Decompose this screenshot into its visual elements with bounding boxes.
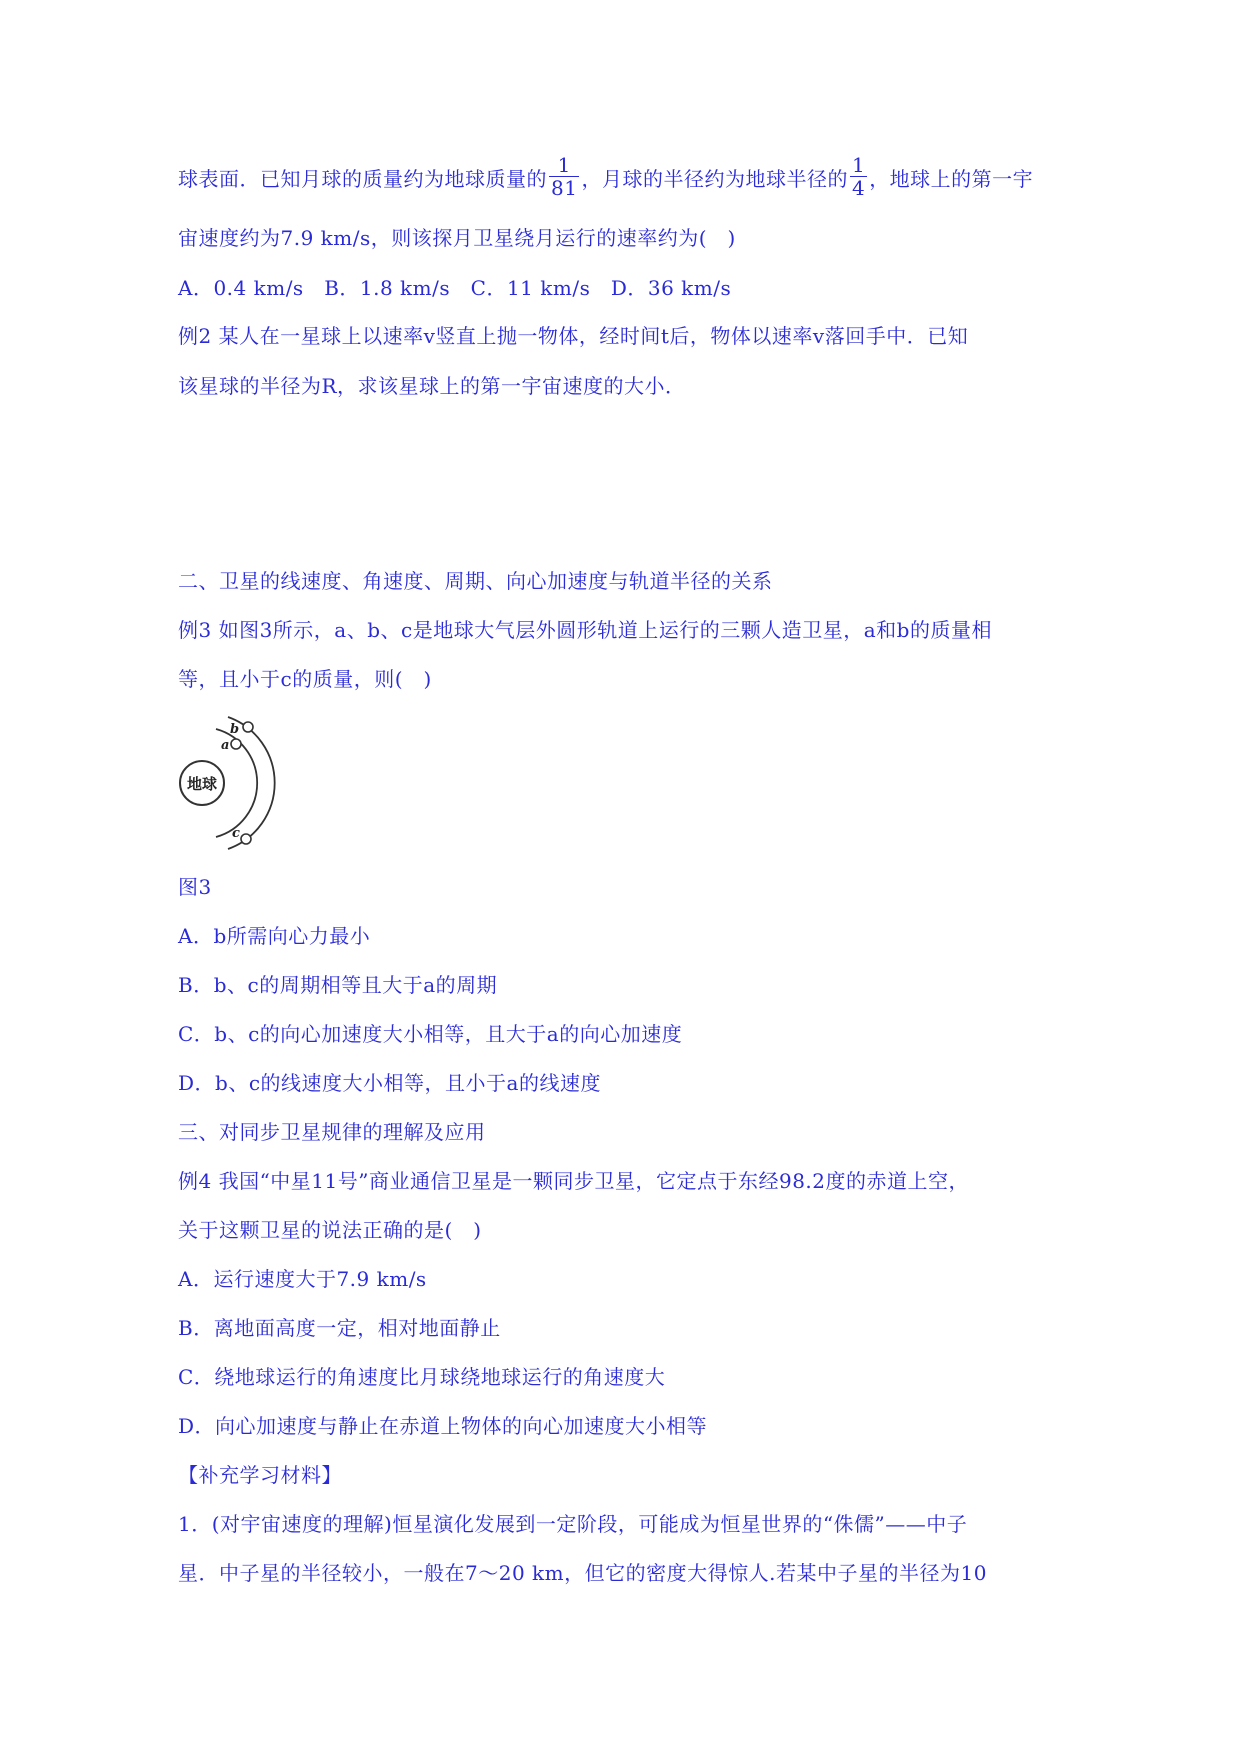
ex4-option-a: A．运行速度大于7.9 km/s — [178, 1267, 427, 1291]
ex3-option-a: A．b所需向心力最小 — [178, 924, 371, 948]
fraction-numerator: 1 — [851, 153, 866, 177]
label-c: c — [232, 826, 240, 841]
ex2-line-2: 该星球的半径为R，求该星球上的第一宇宙速度的大小． — [178, 374, 686, 398]
earth-label: 地球 — [186, 775, 218, 793]
ex4-option-c: C．绕地球运行的角速度比月球绕地球运行的角速度大 — [178, 1365, 666, 1389]
section-heading-3: 三、对同步卫星规律的理解及应用 — [178, 1120, 486, 1144]
ex3-option-b: B．b、c的周期相等且大于a的周期 — [178, 973, 498, 997]
fraction-one-quarter — [850, 154, 867, 199]
fraction-numerator: 1 — [549, 154, 579, 177]
q1-line-2: 宙速度约为7.9 km/s，则该探月卫星绕月运行的速率约为( ) — [178, 226, 736, 250]
orbit-diagram — [176, 713, 286, 853]
ex4-line-2: 关于这颗卫星的说法正确的是( ) — [178, 1218, 482, 1242]
supp1-line-2: 星．中子星的半径较小，一般在7～20 km，但它的密度大得惊人.若某中子星的半径为10 — [178, 1561, 987, 1585]
orbit-figure — [176, 713, 286, 853]
ex3-option-d: D．b、c的线速度大小相等，且小于a的线速度 — [178, 1071, 601, 1095]
satellite-a — [231, 739, 241, 749]
ex3-option-c: C．b、c的向心加速度大小相等，且大于a的向心加速度 — [178, 1022, 683, 1046]
figure-caption: 图3 — [178, 875, 212, 899]
fraction-denominator: 4 — [851, 176, 866, 200]
q1-line-1 — [178, 153, 1034, 203]
q1-text-part-3: ，地球上的第一宇 — [869, 167, 1034, 191]
supplement-title: 【补充学习材料】 — [178, 1463, 342, 1487]
ex3-line-1: 例3 如图3所示，a、b、c是地球大气层外圆形轨道上运行的三颗人造卫星，a和b的质量相 — [178, 618, 992, 642]
supp1-line-1: 1．(对宇宙速度的理解)恒星演化发展到一定阶段，可能成为恒星世界的“侏儒”——中子 — [178, 1512, 968, 1536]
ex2-line-1: 例2 某人在一星球上以速率v竖直上抛一物体，经时间t后，物体以速率v落回手中．已知 — [178, 324, 969, 348]
ex4-option-b: B．离地面高度一定，相对地面静止 — [178, 1316, 501, 1340]
ex3-line-2: 等，且小于c的质量，则( ) — [178, 667, 432, 691]
satellite-c — [241, 834, 251, 844]
label-b: b — [230, 722, 240, 737]
fraction-denominator: 81 — [551, 176, 578, 200]
ex4-option-d: D．向心加速度与静止在赤道上物体的向心加速度大小相等 — [178, 1414, 708, 1438]
q1-options: A．0.4 km/s B．1.8 km/s C．11 km/s D．36 km/s — [178, 276, 732, 300]
satellite-b — [243, 722, 253, 732]
q1-text-part-2: ，月球的半径约为地球半径的 — [581, 167, 848, 191]
fraction-one-eighty-first — [549, 154, 579, 199]
section-heading-2: 二、卫星的线速度、角速度、周期、向心加速度与轨道半径的关系 — [178, 569, 773, 593]
label-a: a — [221, 738, 230, 753]
q1-text-part-1: 球表面．已知月球的质量约为地球质量的 — [178, 167, 547, 191]
ex4-line-1: 例4 我国“中星11号”商业通信卫星是一颗同步卫星，它定点于东经98.2度的赤道上空， — [178, 1169, 970, 1193]
